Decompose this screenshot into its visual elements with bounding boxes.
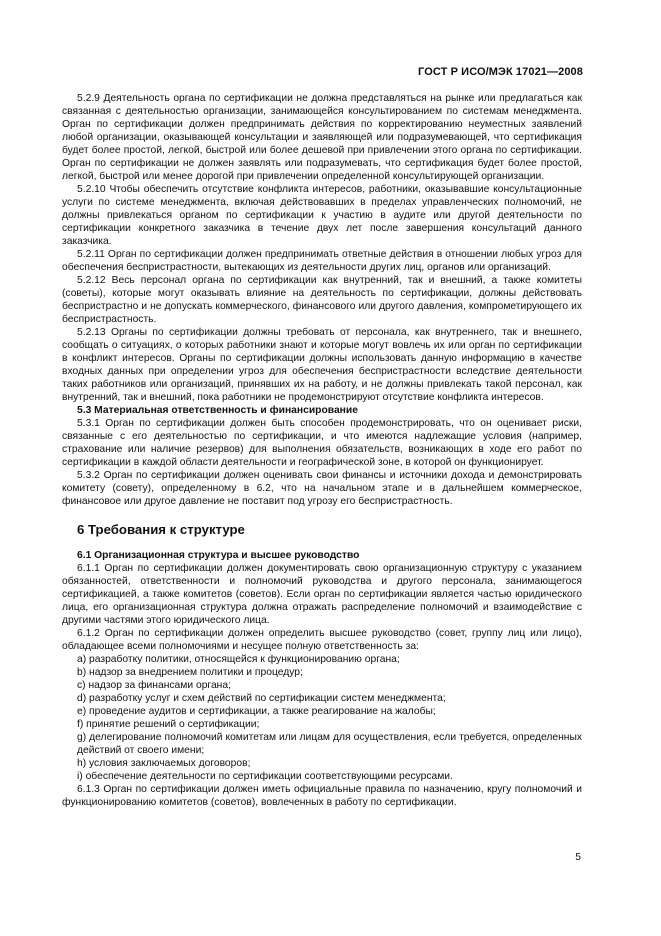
- paragraph-5-2-13: 5.2.13 Органы по сертификации должны требовать от персонала, как внутреннего, так и внешнего, сообщать о ситуациях, о которых работники знают и которые могут вовлечь их или орган по сертификации в конфликт интересов. Органы по сертификации должны использовать данную информацию в качестве входных данных при определении угроз для обеспечения беспристрастности вследствие деятельности таких работников или организаций, принявших их на работу, и не должны привлекать такой персонал, как внутренний, так и внешний, пока работники не продемонстрируют отсутствие конфликта интересов.: [62, 327, 582, 403]
- list-item-h: h) условия заключаемых договоров;: [77, 758, 251, 769]
- list-item-i: i) обеспечение деятельности по сертификации соответствующими ресурсами.: [77, 771, 453, 782]
- page-content: [62, 92, 582, 809]
- paragraph-5-2-11: 5.2.11 Орган по сертификации должен предпринимать ответные действия в отношении любых угроз для обеспечения беспристрастности, вытекающих из деятельности других лиц, органов или организаций.: [62, 249, 582, 273]
- list-item-a: a) разработку политики, относящейся к функционированию органа;: [77, 654, 400, 665]
- list-item-g: g) делегирование полномочий комитетам или лицам для осуществления, если требуется, определенных действий от своего имени;: [77, 732, 582, 756]
- list-item-f: f) принятие решений о сертификации;: [77, 719, 260, 730]
- paragraph-6-1-3: 6.1.3 Орган по сертификации должен иметь официальные правила по назначению, кругу полномочий и функционированию комитетов (советов), вовлеченных в работу по сертификации.: [62, 784, 582, 808]
- list-item-c: c) надзор за финансами органа;: [77, 680, 231, 691]
- list-item-d: d) разработку услуг и схем действий по сертификации систем менеджмента;: [77, 693, 446, 704]
- paragraph-6-1-2: 6.1.2 Орган по сертификации должен определить высшее руководство (совет, группу лиц или лицо), обладающее всеми полномочиями и несущее полную ответственность за:: [62, 628, 582, 652]
- paragraph-5-2-10: 5.2.10 Чтобы обеспечить отсутствие конфликта интересов, работники, оказывавшие консультационные услуги по системе менеджмента, включая действовавших в пределах управленческих полномочий, не должны привлекаться органом по сертификации к участию в аудите или другой деятельности по сертификации конкретного заказчика в течение двух лет после завершения консультаций данного заказчика.: [62, 184, 582, 247]
- document-code-header: ГОСТ Р ИСО/МЭК 17021—2008: [418, 66, 583, 78]
- list-item-e: e) проведение аудитов и сертификации, а также реагирование на жалобы;: [77, 706, 436, 717]
- list-item-b: b) надзор за внедрением политики и процедур;: [77, 667, 303, 678]
- paragraph-5-3-2: 5.3.2 Орган по сертификации должен оценивать свои финансы и источники дохода и демонстрировать комитету (совету), определенному в 6.2, что на начальном этапе и в дальнейшем коммерческое, финансовое или другое давление не поставит под угрозу его беспристрастность.: [62, 470, 582, 507]
- page-number: 5: [575, 852, 581, 863]
- paragraph-5-3-1: 5.3.1 Орган по сертификации должен быть способен продемонстрировать, что он оценивает риски, связанные с его деятельностью по сертификации, и что имеются надлежащие условия (например, страхование или наличие резервов) для выполнения обязательств, возникающих в ходе его работ по сертификации в каждой области деятельности и географической зоне, в которой он функционирует.: [62, 418, 582, 468]
- subheading-5-3: 5.3 Материальная ответственность и финансирование: [77, 405, 358, 416]
- paragraph-5-2-12: 5.2.12 Весь персонал органа по сертификации как внутренний, так и внешний, а также комитеты (советы), которые могут оказывать влияние на деятельность по сертификации, должны действовать беспристрастно и не допускать коммерческого, финансового или другого давления, компрометирующего их беспристрастность.: [62, 275, 582, 325]
- subheading-6-1: 6.1 Организационная структура и высшее руководство: [77, 550, 360, 561]
- paragraph-6-1-1: 6.1.1 Орган по сертификации должен документировать свою организационную структуру с указанием обязанностей, ответственности и полномочий руководства и другого персонала, занимающегося сертификацией, а также комитетов (советов). Если орган по сертификации является частью юридического лица, его организационная структура должна отражать распределение полномочий и взаимодействие с другими частями этого юридического лица.: [62, 563, 582, 626]
- paragraph-5-2-9: 5.2.9 Деятельность органа по сертификации не должна представляться на рынке или предлагаться как связанная с деятельностью организации, занимающейся консультированием по системам менеджмента. Орган по сертификации должен предпринимать действия по корректированию неуместных заявлений любой организации, оказывающей консультации и заявляющей или подразумевающей, что сертификация будет более простой, легкой, быстрой или более дешевой при привлечении этого органа по сертификации. Орган по сертификации не должен заявлять или подразумевать, что сертификация будет более простой, легкой, быстрой или менее дорогой при привлечении определенной консультирующей организации.: [62, 93, 582, 182]
- section-title-6: 6 Требования к структуре: [77, 522, 245, 537]
